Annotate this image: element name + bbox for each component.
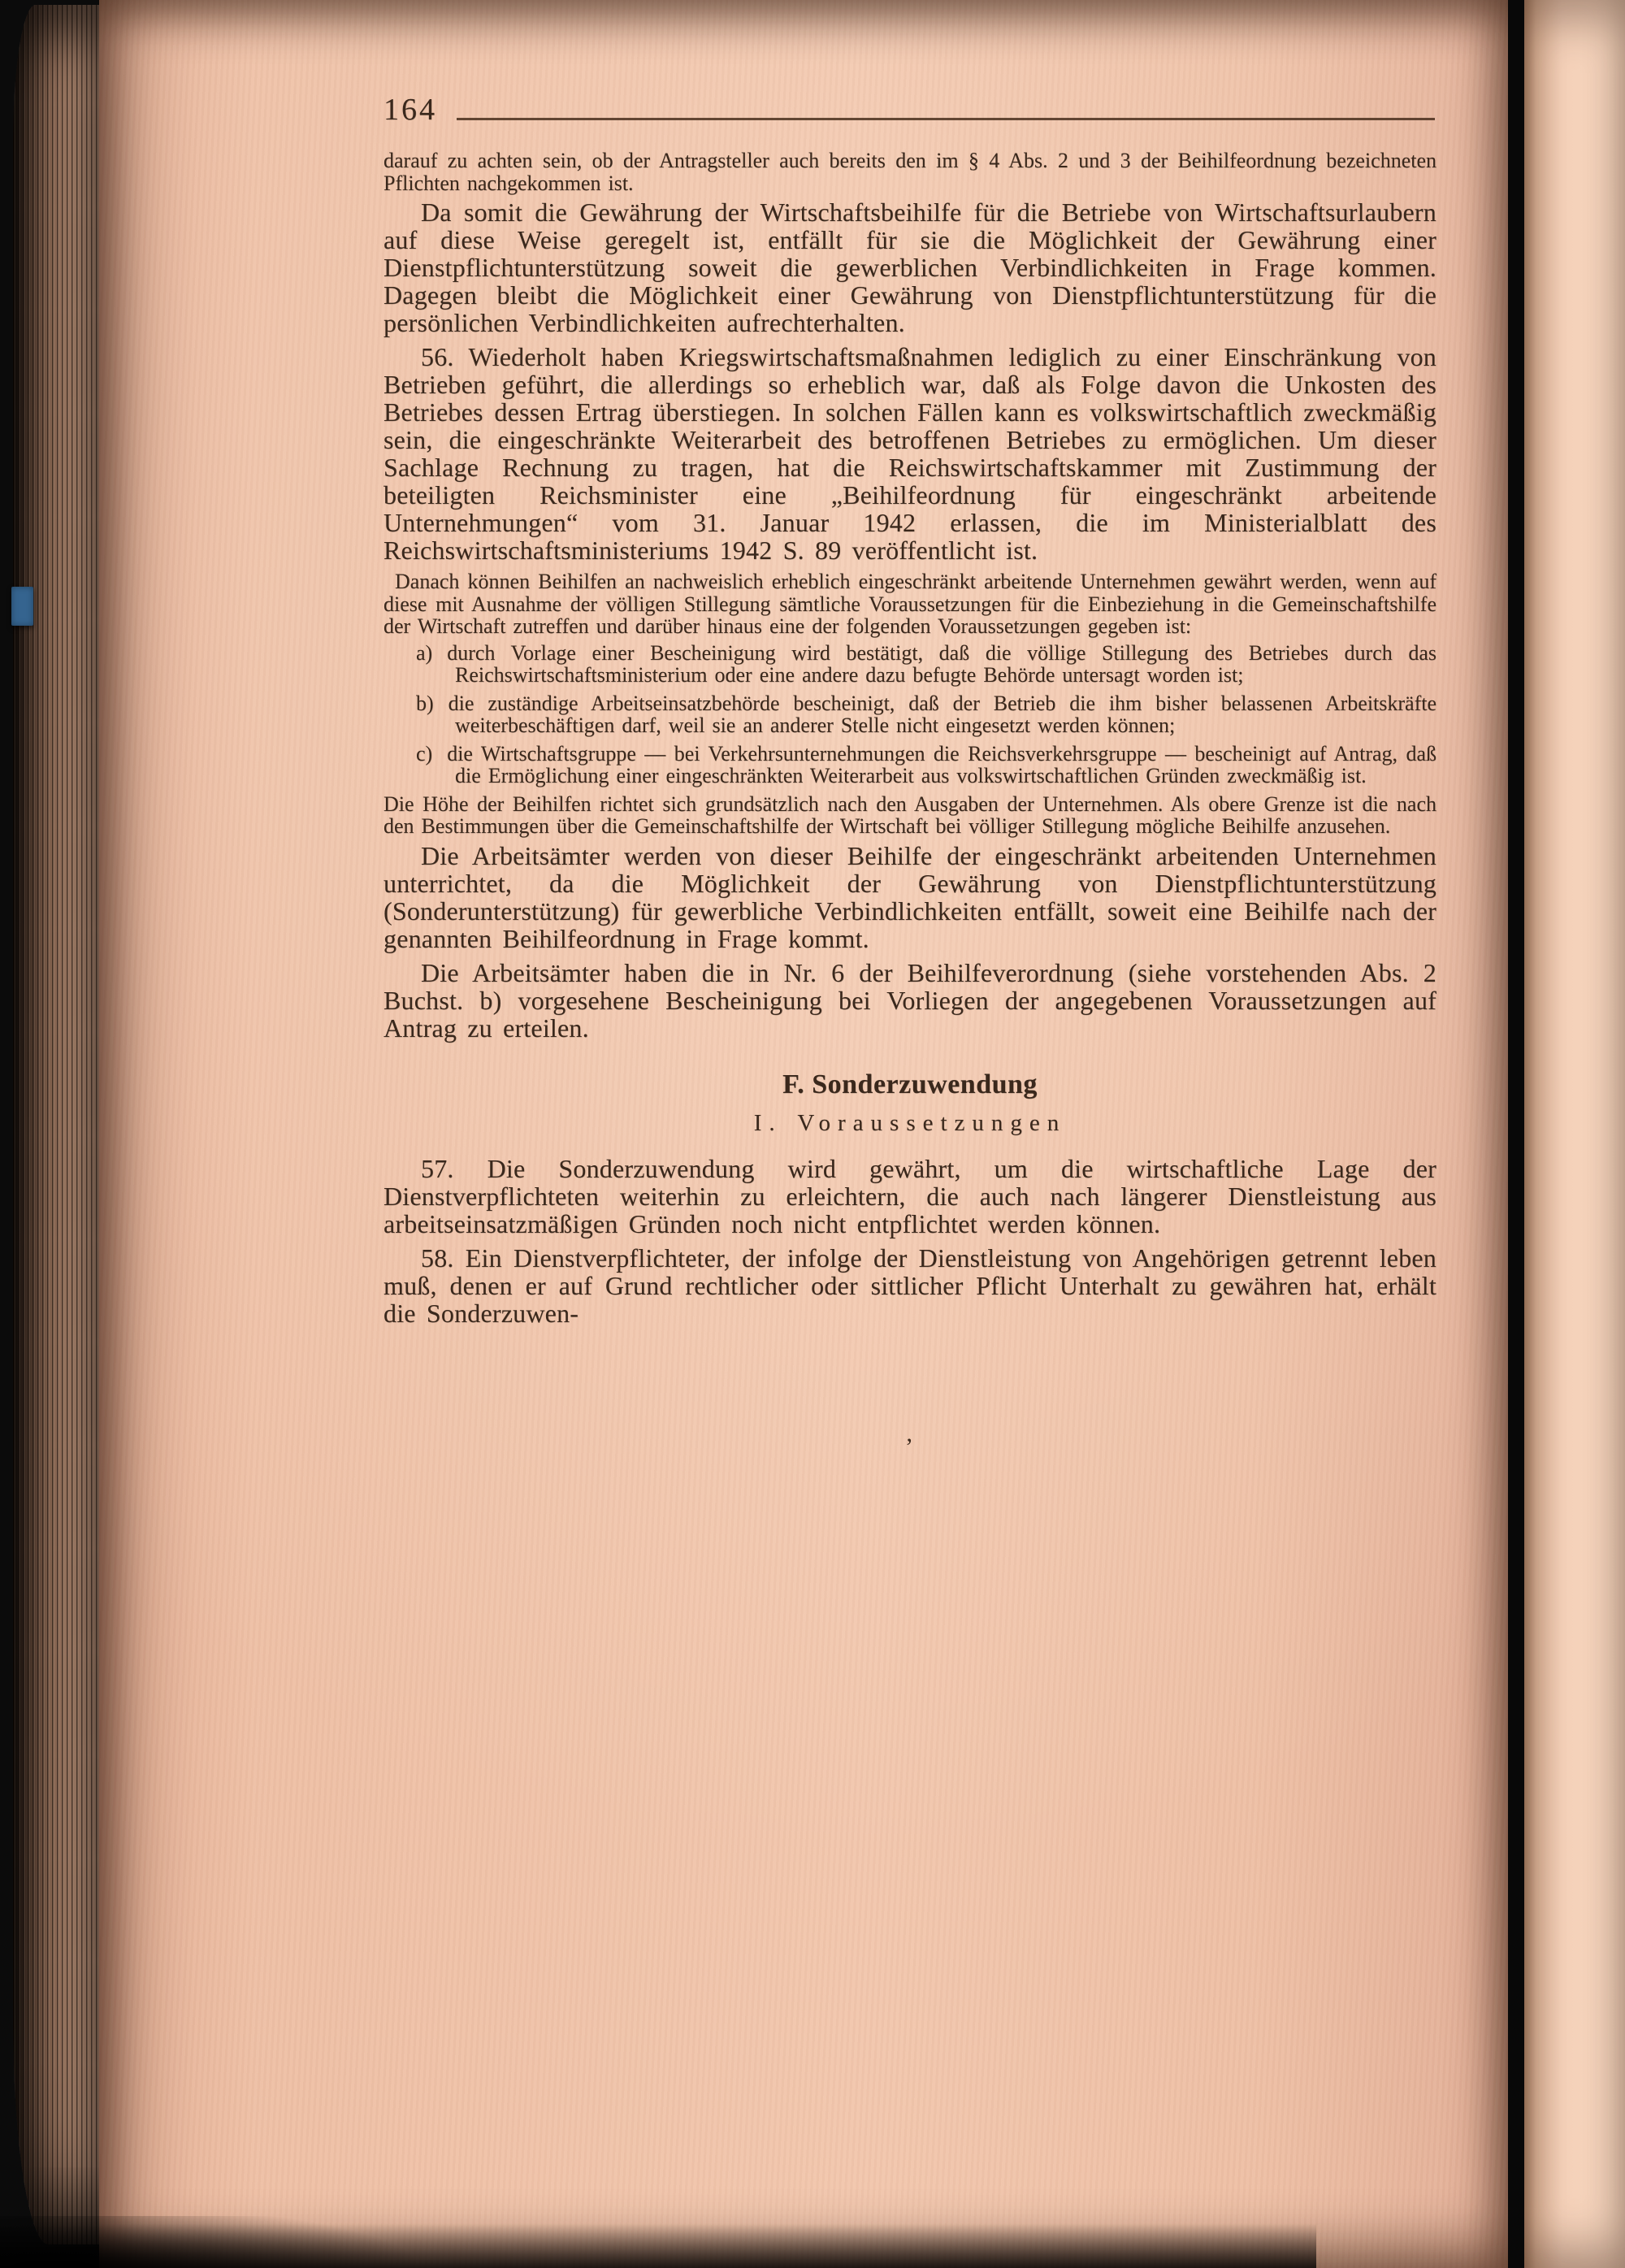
- page-number: 164: [384, 93, 437, 127]
- list-text: durch Vorlage einer Bescheinigung wird bestätigt, daß die völlige Stillegung des Betriebes durch das Reichswirtschaftsministerium oder eine andere dazu befugte Behörde untersagt worden ist;: [447, 640, 1436, 687]
- adjacent-page-edge: [1524, 0, 1625, 2268]
- bookmark-tab: [11, 587, 33, 626]
- page-content: [384, 93, 1436, 1460]
- list-label: c): [416, 741, 433, 765]
- paragraph-danach: Danach können Beihilfen an nachweislich erheblich eingeschränkt arbeitende Unternehmen gewährt werden, wenn auf diese mit Ausnahme der völligen Stillegung sämtliche Voraussetzungen für die Einbeziehung in die Gemeinschaftshilfe der Wirtschaft zutreffen und darüber hinaus eine der folgenden Voraussetzungen gegeben ist:: [384, 570, 1436, 638]
- page-gutter-shadow: [1508, 0, 1524, 2268]
- section-subheading: I. Voraussetzungen: [753, 1109, 1067, 1136]
- paragraph-56: 56. Wiederholt haben Kriegswirtschaftsmaßnahmen lediglich zu einer Einschränkung von Betrieben geführt, die allerdings so erheblich war, daß als Folge davon die Unkosten des Betriebes dessen Ertrag überstiegen. In solchen Fällen kann es volkswirtschaftlich zweckmäßig sein, die eingeschränkte Weiterarbeit des betroffenen Betriebes zu ermöglichen. Um dieser Sachlage Rechnung zu tragen, hat die Reichswirtschaftskammer mit Zustimmung der beteiligten Reichsminister eine „Beihilfeordnung für eingeschränkt arbeitende Unternehmungen“ vom 31. Januar 1942 erlassen, die im Ministerialblatt des Reichswirtschaftsministeriums 1942 S. 89 veröffentlicht ist.: [384, 342, 1436, 565]
- paragraph-arbeitsaemter-2: Die Arbeitsämter haben die in Nr. 6 der Beihilfeverordnung (siehe vorstehenden Abs. 2 Buchst. b) vorgesehene Bescheinigung bei Vorliegen der angegebenen Voraussetzungen auf Antrag zu erteilen.: [384, 957, 1436, 1043]
- paragraph-arbeitsaemter-1: Die Arbeitsämter werden von dieser Beihilfe der eingeschränkt arbeitenden Unternehmen unterrichtet, da die Möglichkeit der Gewährung von Dienstpflichtunterstützung (Sonderunterstützung) für gewerbliche Verbindlichkeiten entfällt, soweit eine Beihilfe nach der genannten Beihilfeordnung in Frage kommt.: [384, 840, 1436, 953]
- page-header: [384, 94, 1436, 125]
- list-text: die zuständige Arbeitseinsatzbehörde bescheinigt, daß der Betrieb die ihm bisher belassenen Arbeitskräfte weiterbeschäftigen darf, weil sie an anderer Stelle nicht eingesetzt werden können;: [448, 691, 1436, 737]
- paragraph-da-somit: Da somit die Gewährung der Wirtschaftsbeihilfe für die Betriebe von Wirtschaftsurlaubern auf diese Weise geregelt ist, entfällt für sie die Möglichkeit der Gewährung einer Dienstpflichtunterstützung soweit die gewerblichen Verbindlichkeiten in Frage kommen. Dagegen bleibt die Möglichkeit einer Gewährung von Dienstpflichtunterstützung für die persönlichen Verbindlichkeiten aufrechterhalten.: [384, 197, 1436, 337]
- section-heading: F. Sonderzuwendung: [782, 1069, 1038, 1099]
- text-column: [384, 150, 1436, 1327]
- book-page-edges: [13, 5, 99, 2244]
- paragraph-continuation: darauf zu achten sein, ob der Antragsteller auch bereits den im § 4 Abs. 2 und 3 der Beihilfeordnung bezeichneten Pflichten nachgekommen ist.: [384, 149, 1436, 195]
- list-item-c: [384, 743, 1436, 787]
- paragraph-57: 57. Die Sonderzuwendung wird gewährt, um die wirtschaftliche Lage der Dienstverpflichteten weiterhin zu erleichtern, die auch nach längerer Dienstleistung aus arbeitseinsatzmäßigen Gründen noch nicht entpflichtet werden können.: [384, 1153, 1436, 1238]
- book-page: [99, 0, 1508, 2268]
- paragraph-58: 58. Ein Dienstverpflichteter, der infolge der Dienstleistung von Angehörigen getrennt leben muß, denen er auf Grund rechtlicher oder sittlicher Pflicht Unterhalt zu gewähren hat, erhält die Sonderzuwen-: [384, 1242, 1436, 1328]
- ink-speck: ’: [905, 1433, 913, 1460]
- paragraph-hoehe: Die Höhe der Beihilfen richtet sich grundsätzlich nach den Ausgaben der Unternehmen. Als obere Grenze ist die nach den Bestimmungen über die Gemeinschaftshilfe der Wirtschaft bei völliger Stillegung mögliche Beihilfe anzusehen.: [384, 791, 1436, 838]
- list-item-b: [384, 692, 1436, 737]
- header-rule: [457, 118, 1435, 120]
- list-label: b): [416, 691, 434, 715]
- list-text: die Wirtschaftsgruppe — bei Verkehrsunternehmungen die Reichsverkehrsgruppe — bescheinigt auf Antrag, daß die Ermöglichung einer eingeschränkten Weiterarbeit aus volkswirtschaftlichen Gründen zweckmäßig ist.: [447, 741, 1436, 787]
- list-label: a): [416, 640, 433, 665]
- list-item-a: [384, 642, 1436, 687]
